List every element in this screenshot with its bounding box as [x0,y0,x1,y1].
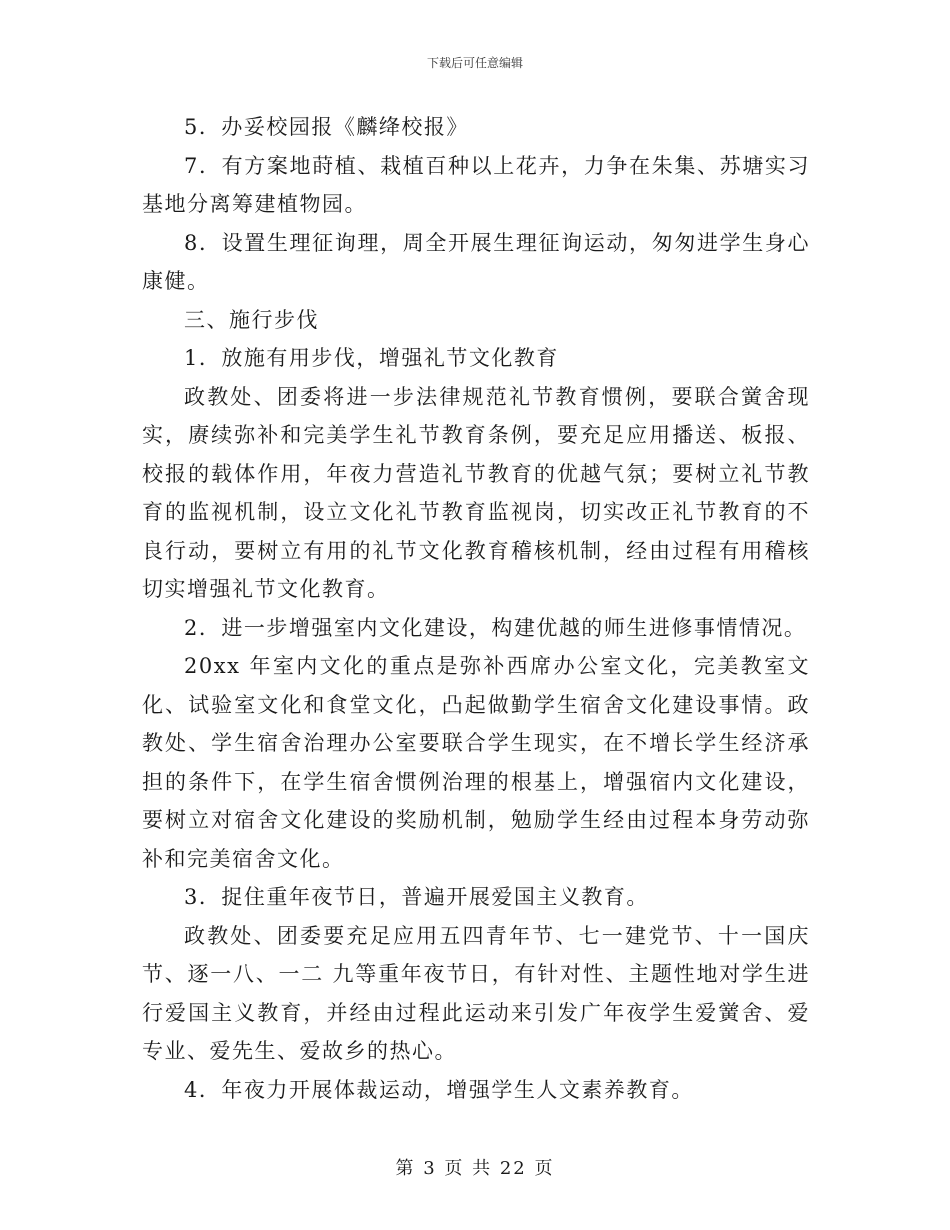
paragraph-festival-education: 政教处、团委要充足应用五四青年节、七一建党节、十一国庆节、逐一八、一二 九等重年夜节日，有针对性、主题性地对学生进行爱国主义教育，并经由过程此运动来引发广年夜学生爱黉舍、爱专业、爱先生、爱故乡的热心。 [142,923,810,1063]
subheading-festival-education: 3．捉住重年夜节日，普遍开展爱国主义教育。 [184,885,649,909]
paragraph-indoor-culture: 20xx 年室内文化的重点是弥补西席办公室文化，完美教室文化、试验室文化和食堂文化，凸起做勤学生宿舍文化建设事情。政教处、学生宿舍治理办公室要联合学生现实，在不增长学生经济承担的条件下，在学生宿舍惯例治理的根基上，增强宿内文化建设，要树立对宿舍文化建设的奖励机制，勉励学生经由过程本身劳动弥补和完美宿舍文化。 [142,654,810,871]
document-body [142,108,810,1109]
page-header: 下载后可任意编辑 [426,56,523,70]
section-heading-implementation: 三、施行步伐 [184,307,319,332]
paragraph-item-7: 7．有方案地莳植、栽植百种以上花卉，力争在朱集、苏塘实习基地分离筹建植物园。 [142,153,810,216]
subheading-etiquette-education: 1．放施有用步伐，增强礼节文化教育 [184,346,559,370]
subheading-cultural-activities: 4．年夜力开展体裁运动，增强学生人文素养教育。 [184,1077,694,1102]
subheading-indoor-culture: 2．进一步增强室内文化建设，构建优越的师生进修事情情况。 [184,615,807,640]
page-number-footer: 第 3 页 共 22 页 [395,1158,555,1179]
paragraph-etiquette-education: 政教处、团委将进一步法律规范礼节教育惯例，要联合黉舍现实，赓续弥补和完美学生礼节教育条例，要充足应用播送、板报、校报的载体作用，年夜力营造礼节教育的优越气氛；要树立礼节教育的监视机制，设立文化礼节教育监视岗，切实改正礼节教育的不良行动，要树立有用的礼节文化教育稽核机制，经由过程有用稽核切实增强礼节文化教育。 [142,384,810,601]
paragraph-item-5: 5．办妥校园报《麟绛校报》 [184,115,469,139]
paragraph-item-8: 8．设置生理征询理，周全开展生理征询运动，匆匆进学生身心康健。 [142,230,810,293]
